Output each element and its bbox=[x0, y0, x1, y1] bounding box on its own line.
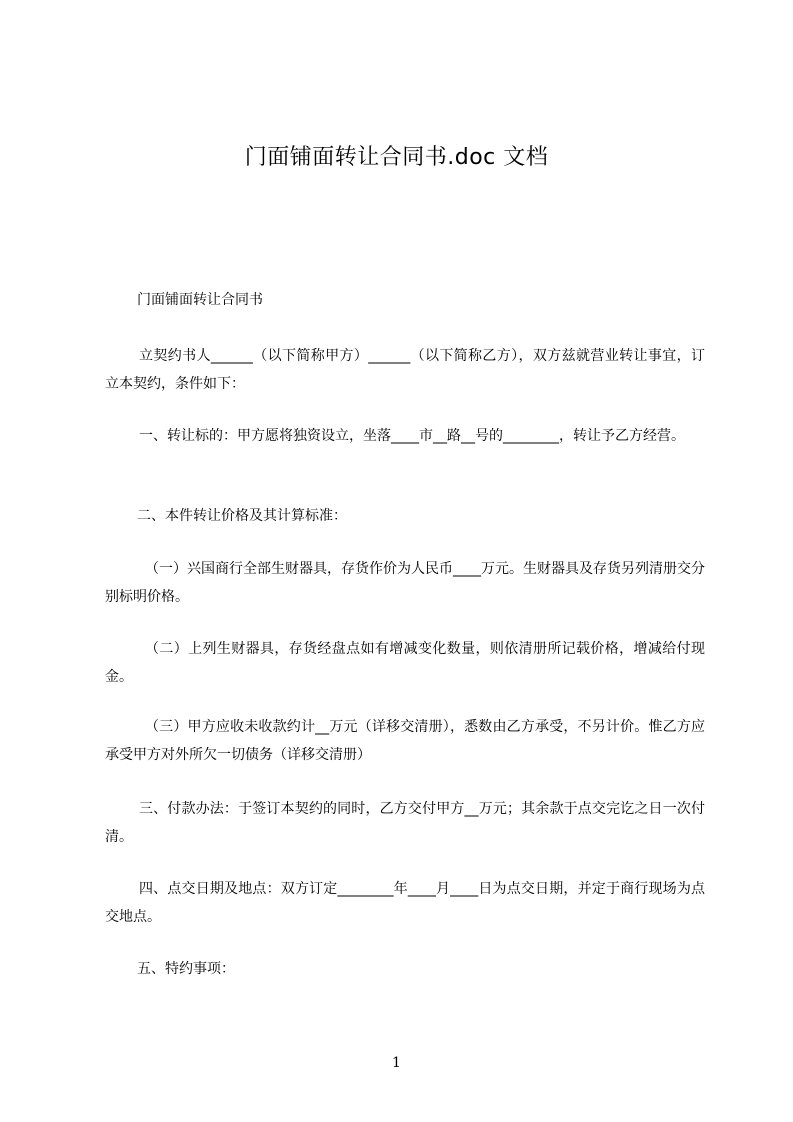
paragraph-price-item-3: （三）甲方应收未收款约计__万元（详移交清册），悉数由乙方承受，不另计价。惟乙方应承受甲方对外所欠一切债务（详移交清册） bbox=[105, 719, 705, 763]
paragraph-payment: 三、付款办法：于签订本契约的同时，乙方交付甲方__万元；其余款于点交完讫之日一次付清。 bbox=[105, 801, 705, 845]
paragraph-price-heading: 二、本件转让价格及其计算标准： bbox=[137, 508, 347, 524]
document-title: 门面铺面转让合同书.doc 文档 bbox=[244, 145, 549, 170]
paragraph-price-item-1: （一）兴国商行全部生财器具，存货作价为人民币____万元。生财器具及存货另列清册交分别标明价格。 bbox=[105, 561, 705, 605]
paragraph-intro: 立契约书人______（以下简称甲方）______（以下简称乙方），双方兹就营业转让事宜，订立本契约，条件如下： bbox=[105, 348, 705, 392]
paragraph-price-item-2: （二）上列生财器具，存货经盘点如有增减变化数量，则依清册所记载价格，增减给付现金。 bbox=[105, 641, 705, 685]
contract-heading: 门面铺面转让合同书 bbox=[137, 292, 263, 308]
page-number: 1 bbox=[392, 1055, 401, 1071]
paragraph-transfer-subject: 一、转让标的：甲方愿将独资设立，坐落____市__路__号的________，转让予乙方经营。 bbox=[139, 428, 685, 444]
paragraph-delivery: 四、点交日期及地点：双方订定________年____月____日为点交日期，并定于商行现场为点交地点。 bbox=[105, 881, 705, 925]
paragraph-special-terms: 五、特约事项： bbox=[137, 961, 235, 977]
